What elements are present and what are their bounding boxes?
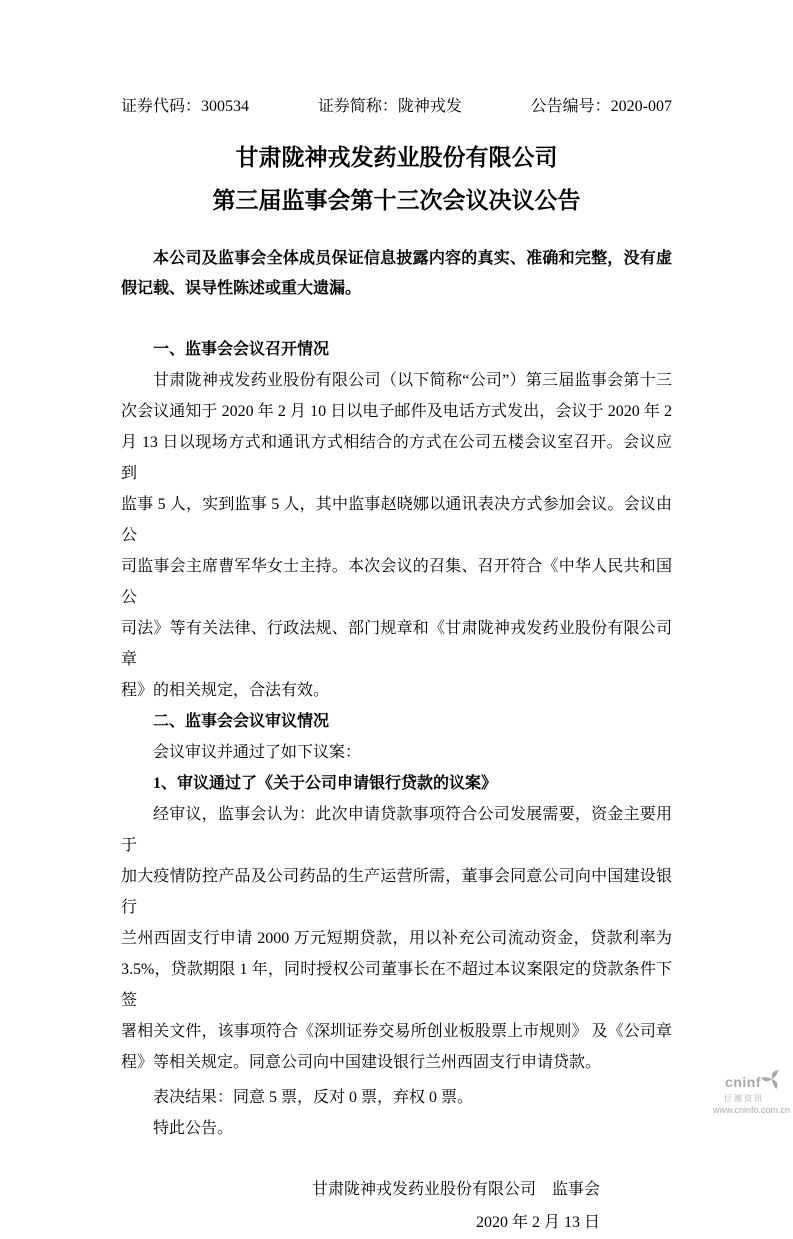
- cninfo-logo-text: cninf: [725, 1073, 761, 1090]
- stock-code: 证券代码：300534: [121, 98, 250, 115]
- agenda-item1-para-line: 3.5%，贷款期限 1 年，同时授权公司董事长在不超过本议案限定的贷款条件下签: [121, 961, 672, 1009]
- agenda-item1-para-line: 署相关文件，该事项符合《深圳证券交易所创业板股票上市规则》 及《公司章: [121, 1023, 672, 1040]
- cninfo-url: www.cninfo.com.cn: [712, 1105, 790, 1115]
- section1-para-line: 程》的相关规定，合法有效。: [121, 682, 330, 699]
- signature-company: 甘肃陇神戎发药业股份有限公司 监事会: [311, 1181, 600, 1198]
- section1-para-line: 甘肃陇神戎发药业股份有限公司（以下简称“公司”）第三届监事会第十三: [153, 372, 672, 389]
- signature-block: [121, 1173, 672, 1239]
- disclaimer-line-1: 本公司及监事会全体成员保证信息披露内容的真实、准确和完整，没有虚: [153, 250, 672, 267]
- disclaimer: [121, 244, 672, 304]
- meeting-resolution-title: 第三届监事会第十三次会议决议公告: [212, 188, 581, 213]
- announcement-number: 公告编号：2020-007: [530, 98, 672, 115]
- closing-statement: 特此公告。: [153, 1120, 234, 1137]
- section1-heading: 一、监事会会议召开情况: [153, 341, 330, 358]
- cninfo-cn-label: 巨潮资讯: [724, 1094, 764, 1103]
- agenda-item1-heading: 1、审议通过了《关于公司申请银行贷款的议案》: [153, 775, 498, 792]
- stock-abbr: 证券简称：陇神戎发: [317, 98, 462, 115]
- section1-para-line: 次会议通知于 2020 年 2 月 10 日以电子邮件及电话方式发出，会议于 2020 年 2: [121, 403, 672, 420]
- document-body: [121, 334, 672, 1144]
- agenda-item1-para-line: 加大疫情防控产品及公司药品的生产运营所需，董事会同意公司向中国建设银行: [121, 868, 672, 916]
- cninfo-swirl-icon: [762, 1069, 782, 1094]
- section1-para-line: 月 13 日以现场方式和通讯方式相结合的方式在公司五楼会议室召开。会议应到: [121, 434, 672, 482]
- agenda-item1-para-line: 程》等相关规定。同意公司向中国建设银行兰州西固支行申请贷款。: [121, 1054, 602, 1071]
- cninfo-watermark: [713, 1069, 790, 1116]
- document-title: [121, 136, 672, 222]
- cninfo-logo-row: [713, 1069, 782, 1094]
- agenda-item1-para-line: 兰州西固支行申请 2000 万元短期贷款，用以补充公司流动资金，贷款利率为: [121, 930, 672, 947]
- section1-para-line: 司监事会主席曹军华女士主持。本次会议的召集、召开符合《中华人民共和国公: [121, 558, 672, 606]
- signature-date: 2020 年 2 月 13 日: [475, 1214, 600, 1231]
- agenda-item1-para-line: 经审议，监事会认为：此次申请贷款事项符合公司发展需要，资金主要用于: [121, 806, 672, 854]
- section1-para-line: 监事 5 人，实到监事 5 人，其中监事赵晓娜以通讯表决方式参加会议。会议由公: [121, 496, 672, 544]
- vote-result: 表决结果：同意 5 票，反对 0 票，弃权 0 票。: [153, 1089, 474, 1106]
- section1-para-line: 司法》等有关法律、行政法规、部门规章和《甘肃陇神戎发药业股份有限公司章: [121, 620, 672, 668]
- company-name-title: 甘肃陇神戎发药业股份有限公司: [235, 145, 558, 170]
- document-meta-row: [121, 97, 672, 117]
- disclaimer-line-2: 假记载、误导性陈述或重大遗漏。: [121, 280, 362, 297]
- section2-heading: 二、监事会会议审议情况: [153, 713, 330, 730]
- agenda-intro: 会议审议并通过了如下议案：: [153, 744, 362, 761]
